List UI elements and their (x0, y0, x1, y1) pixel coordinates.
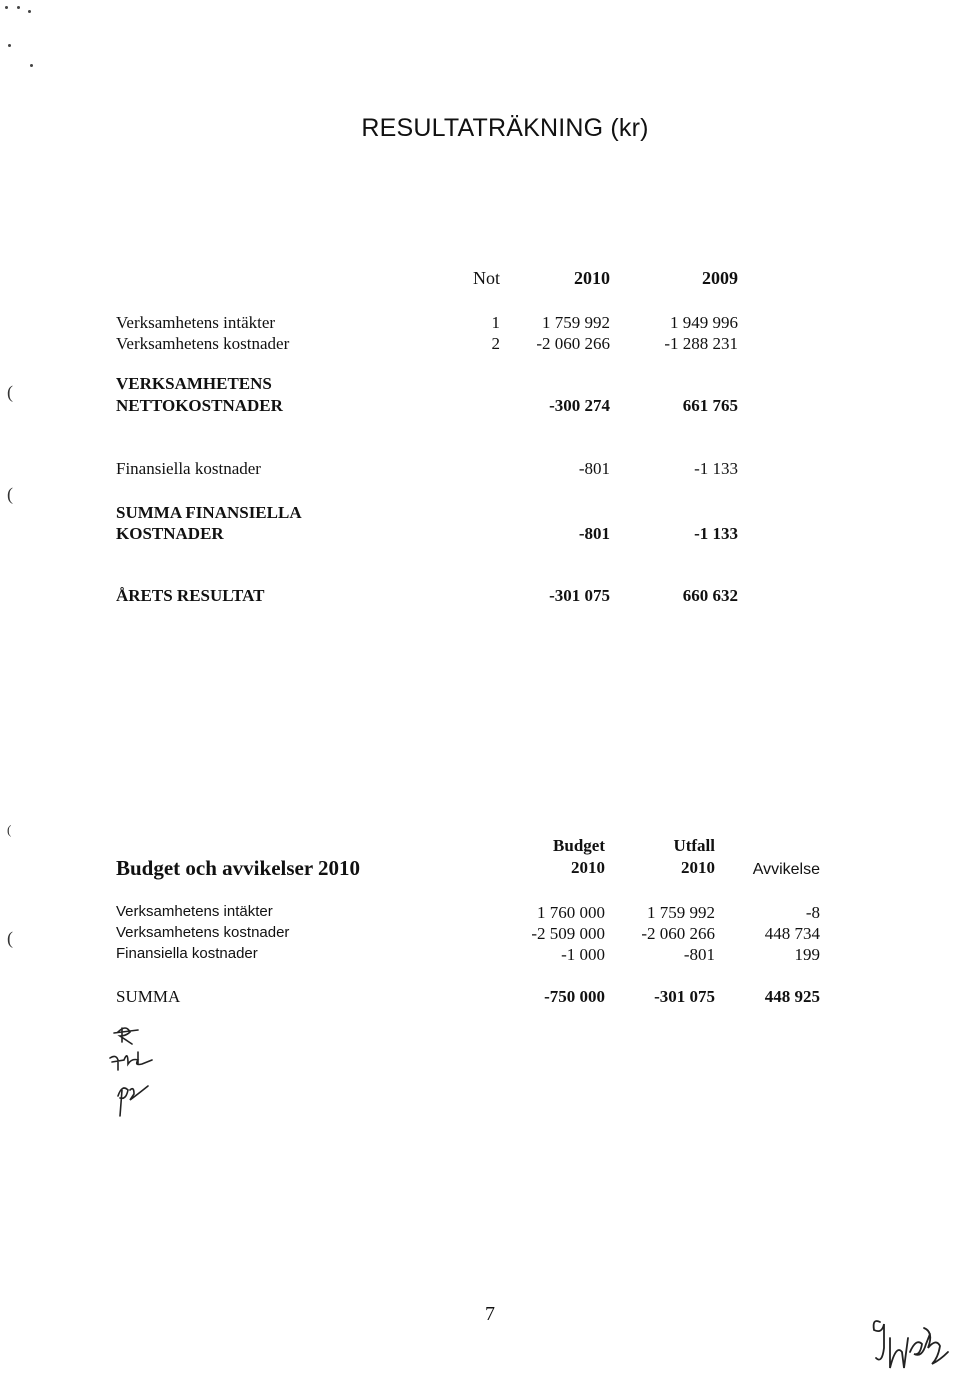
row-label: ÅRETS RESULTAT (116, 586, 265, 605)
row-note: 2 (491, 334, 500, 353)
margin-mark: ( (7, 822, 12, 837)
header-note: Not (473, 268, 500, 288)
handwritten-initials (108, 1020, 178, 1130)
row-value-2010: -300 274 (549, 396, 610, 415)
row-label: Verksamhetens intäkter (116, 313, 276, 332)
header-utfall-line1: Utfall (673, 836, 715, 855)
budget-row-budget: 1 760 000 (537, 903, 605, 922)
scan-dot (5, 6, 8, 9)
row-value-2009: -1 288 231 (664, 334, 738, 353)
handwritten-signature (868, 1308, 956, 1378)
budget-row-budget: -1 000 (561, 945, 605, 964)
row-value-2010: 1 759 992 (542, 313, 610, 332)
row-label: Verksamhetens kostnader (116, 334, 290, 353)
row-label-line1: SUMMA FINANSIELLA (116, 503, 302, 522)
scan-dot (28, 10, 31, 13)
row-value-2010: -801 (578, 524, 610, 543)
row-label-line2: KOSTNADER (116, 524, 224, 543)
header-budget-line2: 2010 (571, 858, 605, 877)
row-value-2009: -1 133 (694, 524, 738, 543)
row-value-2009: 660 632 (682, 586, 738, 605)
budget-summa-utfall: -301 075 (654, 987, 715, 1006)
budget-row-label: Verksamhetens intäkter (116, 903, 273, 920)
row-value-2009: 1 949 996 (670, 313, 738, 332)
row-label-line1: VERKSAMHETENS (116, 374, 272, 393)
header-budget-line1: Budget (553, 836, 605, 855)
budget-row-avvikelse: -8 (805, 903, 820, 922)
budget-summa-budget: -750 000 (544, 987, 605, 1006)
budget-summa-avvikelse: 448 925 (764, 987, 820, 1006)
row-value-2010: -2 060 266 (536, 334, 610, 353)
budget-row-avvikelse: 448 734 (764, 924, 820, 943)
budget-summa-label: SUMMA (116, 987, 181, 1006)
budget-row-utfall: -801 (683, 945, 715, 964)
scan-dot (8, 44, 11, 47)
budget-row-label: Finansiella kostnader (116, 945, 258, 962)
header-year-2010: 2010 (574, 268, 610, 288)
budget-title: Budget och avvikelser 2010 (116, 856, 361, 880)
page-number: 7 (485, 1303, 495, 1325)
row-note: 1 (491, 313, 500, 332)
header-avvikelse: Avvikelse (752, 861, 820, 878)
page-title: RESULTATRÄKNING (kr) (361, 114, 649, 142)
budget-row-utfall: -2 060 266 (641, 924, 715, 943)
row-label: Finansiella kostnader (116, 459, 261, 478)
margin-mark: ( (7, 382, 13, 402)
margin-mark: ( (7, 484, 13, 504)
budget-row-label: Verksamhetens kostnader (116, 924, 290, 941)
row-value-2009: 661 765 (682, 396, 738, 415)
row-label-line2: NETTOKOSTNADER (116, 396, 283, 415)
row-value-2010: -301 075 (549, 586, 610, 605)
scan-dot (30, 64, 33, 67)
margin-mark: ( (7, 928, 13, 948)
row-value-2009: -1 133 (694, 459, 738, 478)
scan-dot (17, 6, 20, 9)
header-utfall-line2: 2010 (681, 858, 715, 877)
row-value-2010: -801 (578, 459, 610, 478)
budget-row-utfall: 1 759 992 (647, 903, 715, 922)
budget-row-budget: -2 509 000 (531, 924, 605, 943)
header-year-2009: 2009 (702, 268, 738, 288)
budget-row-avvikelse: 199 (794, 945, 820, 964)
